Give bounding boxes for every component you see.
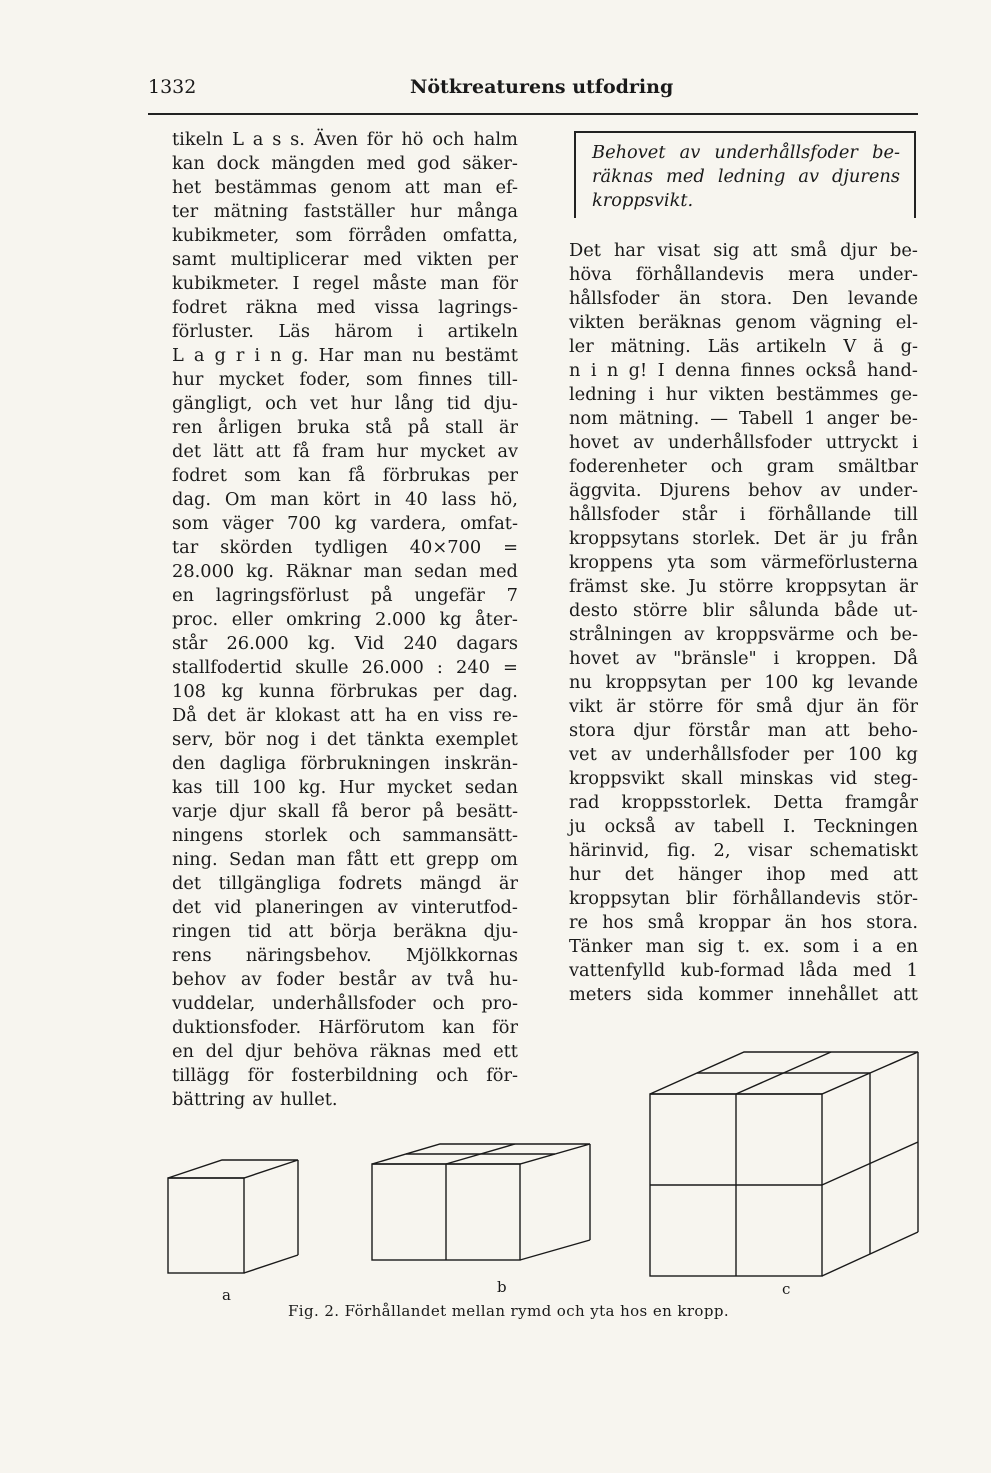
text-line: Då det är klokast att ha en viss re- [172,705,518,726]
text-line: fodret som kan få förbrukas per [172,465,518,486]
text-line: kroppens yta som värmeförlusterna [569,552,918,573]
side-heading-line: räknas med ledning av djurens [592,166,900,187]
text-line: vikt är större för små djur än för [569,696,918,717]
text-line: serv, bör nog i det tänkta exemplet [172,729,518,750]
text-line: foderenheter och gram smältbar [569,456,918,477]
text-line: ren årligen bruka stå på stall är [172,417,518,438]
text-line: höva förhållandevis mera under- [569,264,918,285]
text-line: dag. Om man kört in 40 lass hö, [172,489,518,510]
side-heading-top-rule [574,131,916,133]
figure-label-a: a [222,1286,231,1304]
figure-label-b: b [497,1278,507,1296]
text-line: kubikmeter, som förråden omfatta, [172,225,518,246]
text-line: Tänker man sig t. ex. som i a en [569,936,918,957]
text-line: vattenfylld kub-formad låda med 1 [569,960,918,981]
text-line: främst ske. Ju större kroppsytan är [569,576,918,597]
text-line: kan dock mängden med god säker- [172,153,518,174]
text-line: ningens storlek och sammansätt- [172,825,518,846]
text-line: kroppsytan blir förhållandevis stör- [569,888,918,909]
text-line: rens näringsbehov. Mjölkkornas [172,945,518,966]
text-line: en del djur behöva räknas med ett [172,1041,518,1062]
text-line: hovet av "bränsle" i kroppen. Då [569,648,918,669]
text-line: duktionsfoder. Härförutom kan för [172,1017,518,1038]
text-line: vikten beräknas genom vägning el- [569,312,918,333]
text-line: tikeln L a s s. Även för hö och halm [172,129,518,150]
text-line: kroppsvikt skall minskas vid steg- [569,768,918,789]
text-line: ringen tid att börja beräkna dju- [172,921,518,942]
figure-caption: Fig. 2. Förhållandet mellan rymd och yta hos en kropp. [288,1302,729,1320]
text-line: står 26.000 kg. Vid 240 dagars [172,633,518,654]
text-line: ler mätning. Läs artikeln V ä g- [569,336,918,357]
text-line: L a g r i n g. Har man nu bestämt [172,345,518,366]
text-line: nom mätning. — Tabell 1 anger be- [569,408,918,429]
text-line: förluster. Läs härom i artikeln [172,321,518,342]
text-line: vet av underhållsfoder per 100 kg [569,744,918,765]
text-line: hållsfoder står i förhållande till [569,504,918,525]
text-line: samt multiplicerar med vikten per [172,249,518,270]
figure-cubes [150,1040,930,1320]
text-line: en lagringsförlust på ungefär 7 [172,585,518,606]
text-line: stora djur förstår man att beho- [569,720,918,741]
text-line: ning. Sedan man fått ett grepp om [172,849,518,870]
text-line: nu kroppsytan per 100 kg levande [569,672,918,693]
page-header [148,76,918,102]
text-line: ju också av tabell I. Teckningen [569,816,918,837]
right-column-text [569,239,918,1007]
side-heading-line: Behovet av underhållsfoder be- [592,142,900,163]
text-line: 108 kg kunna förbrukas per dag. [172,681,518,702]
text-line: varje djur skall få beror på besätt- [172,801,518,822]
text-line: det vid planeringen av vinterutfod- [172,897,518,918]
figure-label-c: c [782,1280,791,1298]
text-line: kroppsytans storlek. Det är ju från [569,528,918,549]
text-line: strålningen av kroppsvärme och be- [569,624,918,645]
text-line: den dagliga förbrukningen inskrän- [172,753,518,774]
text-line: rad kroppsstorlek. Detta framgår [569,792,918,813]
text-line: hovet av underhållsfoder uttryckt i [569,432,918,453]
cube-c-drawing [650,1052,918,1276]
text-line: ter mätning fastställer hur många [172,201,518,222]
text-line: desto större blir sålunda både ut- [569,600,918,621]
text-line: stallfodertid skulle 26.000 : 240 = [172,657,518,678]
text-line: Det har visat sig att små djur be- [569,240,918,261]
side-heading-line: kroppsvikt. [592,190,694,211]
text-line: vuddelar, underhållsfoder och pro- [172,993,518,1014]
text-line: det lätt att få fram hur mycket av [172,441,518,462]
text-line: ledning i hur vikten bestämmes ge- [569,384,918,405]
text-line: fodret räkna med vissa lagrings- [172,297,518,318]
text-line: hur mycket foder, som finnes till- [172,369,518,390]
cube-a-drawing [168,1160,298,1273]
text-line: som väger 700 kg vardera, omfat- [172,513,518,534]
text-line: proc. eller omkring 2.000 kg åter- [172,609,518,630]
left-column-text [172,128,518,1112]
text-line: äggvita. Djurens behov av under- [569,480,918,501]
side-heading-box [574,131,916,218]
text-line: kas till 100 kg. Hur mycket sedan [172,777,518,798]
running-title: Nötkreaturens utfodring [410,76,674,98]
text-line: härinvid, fig. 2, visar schematiskt [569,840,918,861]
text-line: n i n g! I denna finnes också hand- [569,360,918,381]
text-line: het bestämmas genom att man ef- [172,177,518,198]
text-line: tar skörden tydligen 40×700 = [172,537,518,558]
text-line: gängligt, och vet hur lång tid dju- [172,393,518,414]
text-line: kubikmeter. I regel måste man för [172,273,518,294]
text-line: meters sida kommer innehållet att [569,984,918,1005]
text-line: hållsfoder än stora. Den levande [569,288,918,309]
text-line: tillägg för fosterbildning och för- [172,1065,518,1086]
cube-b-drawing [372,1144,590,1260]
text-line: re hos små kroppar än hos stora. [569,912,918,933]
header-rule [148,113,918,115]
text-line: 28.000 kg. Räknar man sedan med [172,561,518,582]
page-number: 1332 [148,76,197,98]
text-line: det tillgängliga fodrets mängd är [172,873,518,894]
text-line: hur det hänger ihop med att [569,864,918,885]
text-line: behov av foder består av två hu- [172,969,518,990]
text-line: bättring av hullet. [172,1089,338,1110]
